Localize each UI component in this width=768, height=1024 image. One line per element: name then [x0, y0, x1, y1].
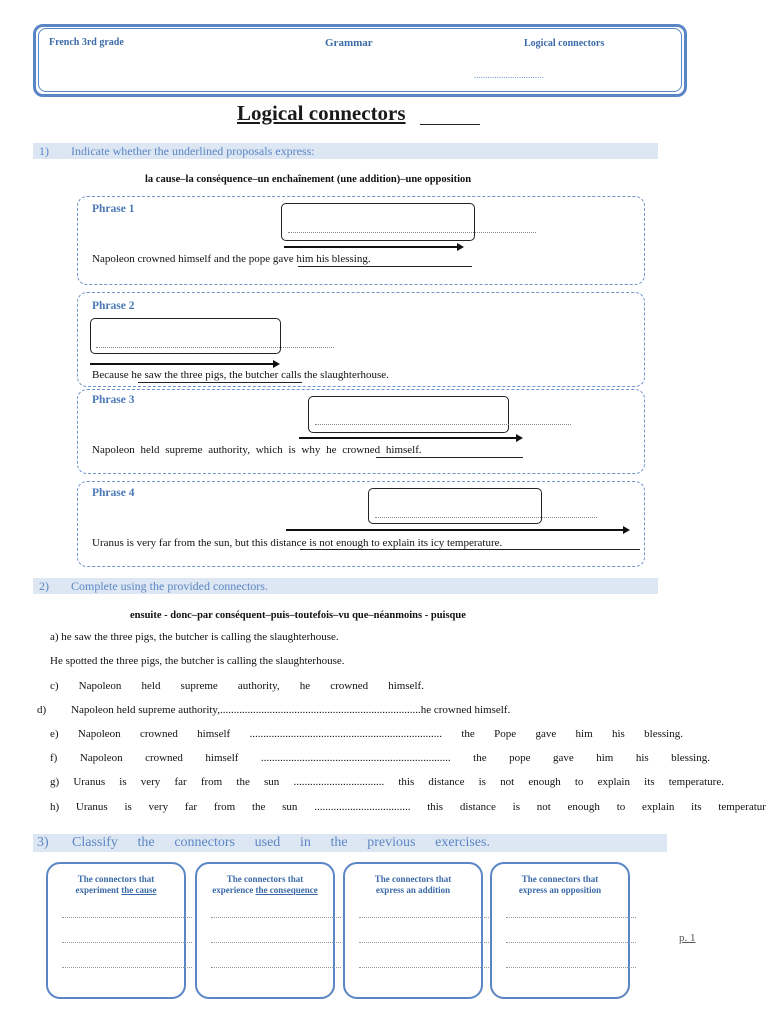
- exercise-d-marker: d): [37, 704, 47, 716]
- classify-box-opposition: The connectors that express an opposition: [490, 862, 630, 999]
- exercise-e: e) Napoleon crowned himself ...................................................................... the Pope gave him his blessing.: [50, 728, 683, 740]
- phrase-2-arrow: [90, 363, 278, 365]
- phrase-2-label: Phrase 2: [92, 300, 135, 312]
- phrase-2-answer-dots: [96, 347, 334, 348]
- phrase-1-answer-dots: [288, 232, 536, 233]
- phrase-4-answer-dots: [375, 517, 597, 518]
- section-3-instruction: Classify the connectors used in the previous exercises.: [72, 835, 490, 850]
- phrase-2-sentence: Because he saw the three pigs, the butcher calls the slaughterhouse.: [92, 369, 389, 381]
- exercise-g: g) Uranus is very far from the sun ................................. this distance is not enough to explain its temperature.: [50, 776, 724, 788]
- phrase-3-answer-dots: [315, 424, 571, 425]
- phrase-4-arrow: [286, 529, 628, 531]
- title-extension-line: [420, 124, 480, 125]
- section-3-number: 3): [37, 835, 49, 850]
- classify-box-addition: The connectors that express an addition: [343, 862, 483, 999]
- phrase-3-label: Phrase 3: [92, 394, 135, 406]
- phrase-4-answer-box[interactable]: [368, 488, 542, 524]
- section-2-connectors: ensuite - donc–par conséquent–puis–toutefois–vu que–néanmoins - puisque: [130, 610, 466, 621]
- section-1-instruction: Indicate whether the underlined proposals express:: [71, 144, 315, 158]
- section-2-number: 2): [39, 579, 49, 593]
- page-number: p. 1: [679, 932, 696, 944]
- phrase-1-arrow: [284, 246, 462, 248]
- exercise-c: c) Napoleon held supreme authority, he crowned himself.: [50, 680, 424, 692]
- header-grade: French 3rd grade: [49, 37, 124, 48]
- phrase-2-underline: [138, 382, 302, 383]
- section-2-instruction: Complete using the provided connectors.: [71, 579, 268, 593]
- page-title: Logical connectors: [237, 101, 406, 125]
- exercise-h: h) Uranus is very far from the sun ................................... this distance is not enough to explain its temperatur: [50, 801, 766, 813]
- phrase-4-sentence: Uranus is very far from the sun, but this distance is not enough to explain its icy temperature.: [92, 537, 503, 549]
- phrase-1-label: Phrase 1: [92, 203, 135, 215]
- exercise-d: Napoleon held supreme authority,.........................................................................he crowned himself.: [71, 704, 511, 716]
- section-1-categories: la cause–la conséquence–un enchaînement (une addition)–une opposition: [145, 174, 472, 185]
- phrase-1-sentence: Napoleon crowned himself and the pope gave him his blessing.: [92, 253, 371, 265]
- header-topic: Logical connectors: [524, 38, 605, 49]
- header-dots: ...............................: [474, 70, 544, 80]
- phrase-1-answer-box[interactable]: [281, 203, 475, 241]
- exercise-b: He spotted the three pigs, the butcher is calling the slaughterhouse.: [50, 655, 345, 667]
- phrase-3-underline: [376, 457, 523, 458]
- phrase-4-underline: [300, 549, 640, 550]
- phrase-4-box: [77, 481, 645, 567]
- phrase-3-answer-box[interactable]: [308, 396, 509, 433]
- header-subject: Grammar: [325, 37, 373, 49]
- exercise-f: f) Napoleon crowned himself ..................................................................... the pope gave him his blessing.: [50, 752, 710, 764]
- section-1-number: 1): [39, 144, 49, 158]
- phrase-1-underline: [298, 266, 472, 267]
- classify-box-consequence: The connectors that experience the consequence: [195, 862, 335, 999]
- phrase-2-answer-box[interactable]: [90, 318, 281, 354]
- phrase-3-arrow: [299, 437, 521, 439]
- phrase-3-sentence: Napoleon held supreme authority, which is why he crowned himself.: [92, 444, 422, 456]
- exercise-a: a) he saw the three pigs, the butcher is calling the slaughterhouse.: [50, 631, 339, 643]
- classify-box-cause: The connectors that experiment the cause: [46, 862, 186, 999]
- phrase-4-label: Phrase 4: [92, 487, 135, 499]
